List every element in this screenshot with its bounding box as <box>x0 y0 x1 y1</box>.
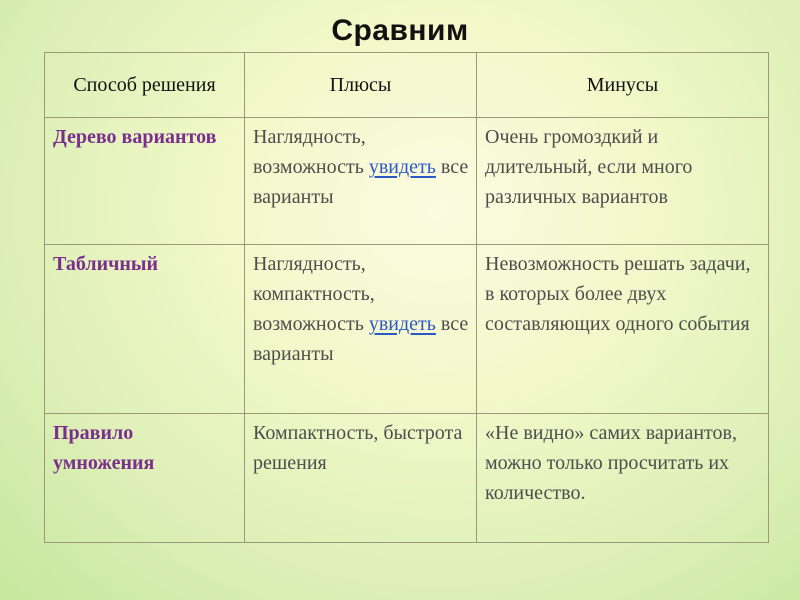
plus-cell <box>245 414 477 543</box>
comparison-table <box>44 52 769 543</box>
plus-underlined-text: увидеть <box>368 156 436 178</box>
header-plus: Плюсы <box>245 53 477 118</box>
plus-text-tail: все варианты <box>253 156 469 208</box>
table-row <box>45 118 769 245</box>
minus-cell: «Не видно» самих вариантов, можно только просчитать их количество. <box>477 414 769 543</box>
header-method: Способ решения <box>45 53 245 118</box>
table-header-row <box>45 53 769 118</box>
method-cell: Дерево вариантов <box>45 118 245 245</box>
method-cell: Табличный <box>45 245 245 414</box>
method-cell: Правило умножения <box>45 414 245 543</box>
plus-text: Компактность, быстрота решения <box>253 422 463 474</box>
minus-cell: Невозможность решать задачи, в которых более двух составляющих одного события <box>477 245 769 414</box>
table-row <box>45 245 769 414</box>
plus-cell <box>245 118 477 245</box>
plus-text: Наглядность, компактность, возможность <box>253 253 375 335</box>
plus-underlined-text: увидеть <box>368 313 436 335</box>
table-row <box>45 414 769 543</box>
plus-cell <box>245 245 477 414</box>
slide-title: Сравним <box>331 14 469 47</box>
plus-text-tail: все варианты <box>253 313 469 365</box>
minus-cell: Очень громоздкий и длительный, если много различных вариантов <box>477 118 769 245</box>
header-minus: Минусы <box>477 53 769 118</box>
plus-text: Наглядность, возможность <box>253 126 369 178</box>
